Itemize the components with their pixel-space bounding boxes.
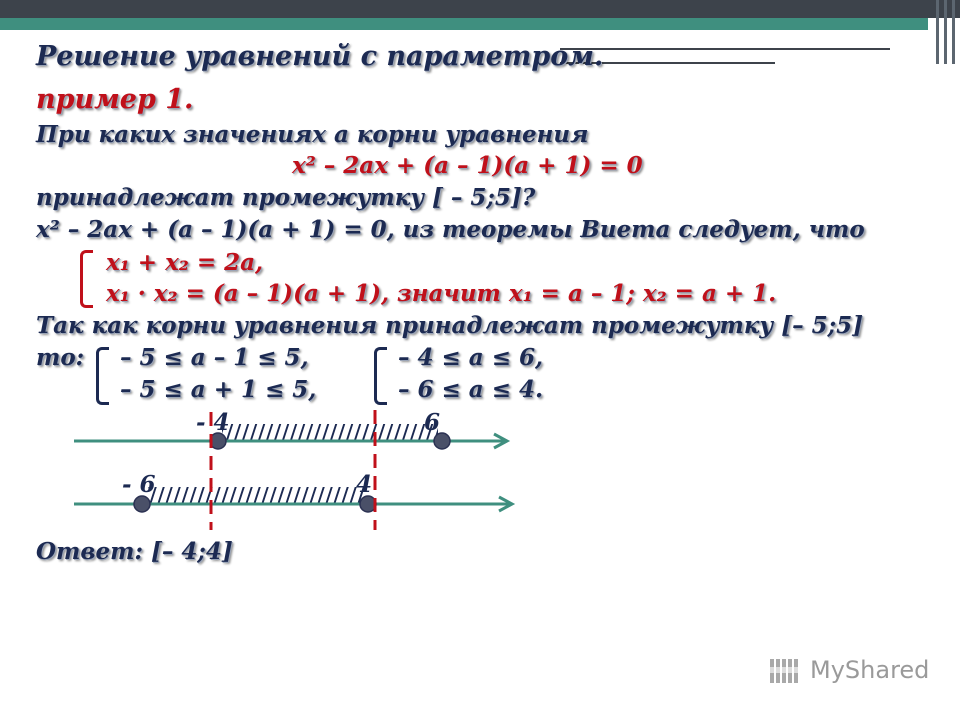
answer: Ответ: [– 4;4]	[36, 538, 233, 565]
line2-right-label: 4	[356, 471, 373, 498]
hatch-region-2	[148, 487, 364, 505]
solution-1: – 4 ≤ а ≤ 6,	[398, 344, 543, 371]
line1-right-label: 6	[424, 409, 441, 436]
myshared-logo-icon	[768, 655, 804, 685]
watermark-text: MyShared	[810, 656, 930, 684]
vieta-sum: х₁ + х₂ = 2а,	[106, 249, 264, 276]
condition-line: Так как корни уравнения принадлежат промежутку [– 5;5]	[36, 312, 863, 339]
slide-title: Решение уравнений с параметром.	[36, 41, 604, 72]
vieta-line: х² – 2ах + (а – 1)(а + 1) = 0, из теоремы Виета следует, что	[36, 216, 865, 243]
then-label: то:	[36, 344, 85, 371]
question-line-3: принадлежат промежутку [ – 5;5]?	[36, 184, 536, 211]
line1-left-label: - 4	[196, 409, 230, 436]
watermark	[768, 655, 929, 685]
equation: х² – 2ах + (а – 1)(а + 1) = 0	[292, 152, 643, 179]
line2-left-label: - 6	[122, 471, 156, 498]
inequality-2: – 5 ≤ а + 1 ≤ 5,	[120, 376, 317, 403]
solution-2: – 6 ≤ а ≤ 4.	[398, 376, 543, 403]
vieta-product: х₁ · х₂ = (а – 1)(а + 1), значит х₁ = а – 1; х₂ = а + 1.	[106, 280, 777, 307]
hatch-region-1	[222, 424, 438, 442]
point-left-2	[134, 496, 150, 512]
example-heading: пример 1.	[36, 84, 194, 115]
inequality-1: – 5 ≤ а – 1 ≤ 5,	[120, 344, 309, 371]
question-line-1: При каких значениях а корни уравнения	[36, 121, 589, 148]
